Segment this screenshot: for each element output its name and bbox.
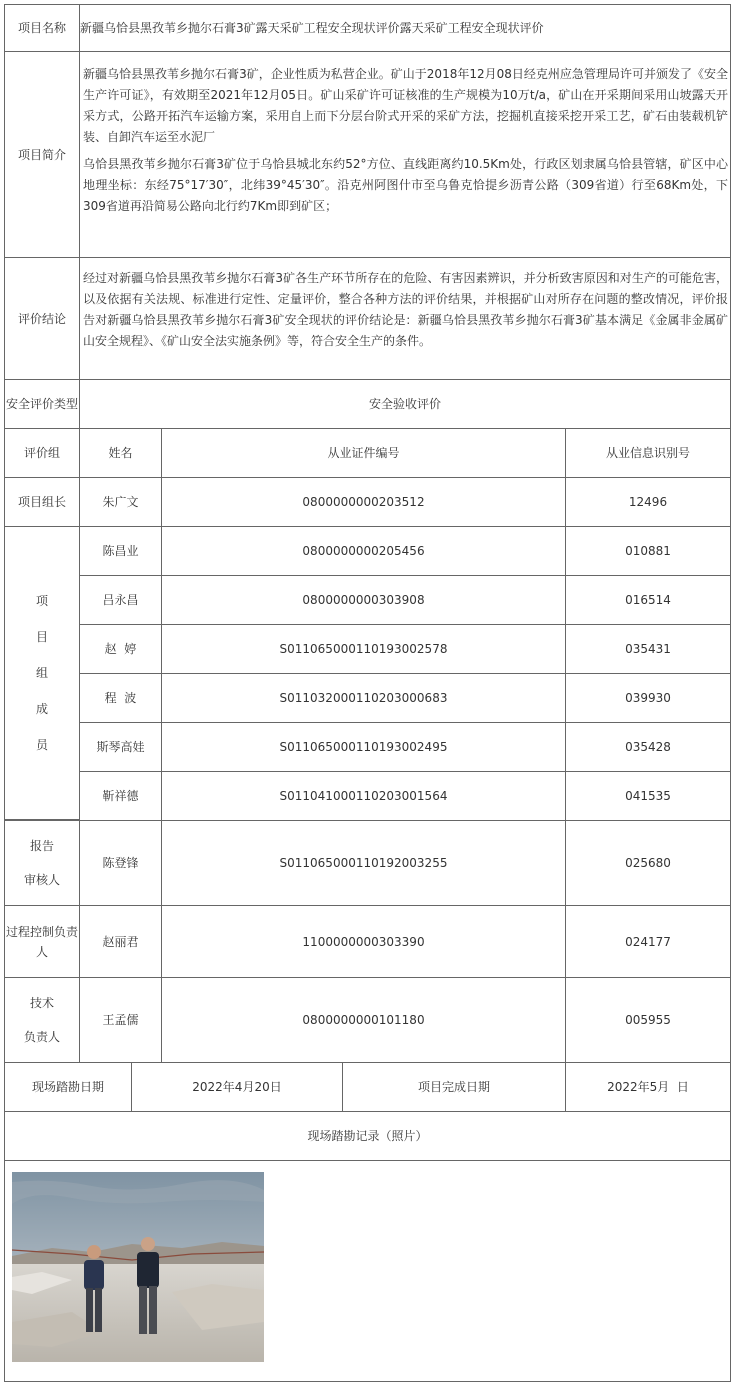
header-group-text: 评价组 bbox=[23, 446, 60, 460]
conclusion-text: 经过对新疆乌恰县黑孜苇乡抛尔石膏3矿各生产环节所存在的危险、有害因素辨识，并分析致害原因和对生产的可能危害，以及依据有关法规、标准进行定性、定量评价，整合各种方法的评价结果，并根据矿山对所存在问题的整改情况，评价报告对新疆乌恰县黑孜苇乡抛尔石膏3矿安全现状的评价结论是：新疆乌恰县黑孜苇乡抛尔石膏3矿基本满足《金属非金属矿山安全规程》、《矿山安全法实施条例》等，符合安全生产的条件。 bbox=[83, 271, 728, 348]
intro-paragraph-1: 新疆乌恰县黑孜苇乡抛尔石膏3矿，企业性质为私营企业。矿山于2018年12月08日经克州应急管理局许可并颁发了《安全生产许可证》，有效期至2021年12月05日。矿山采矿许可证核准的生产规模为10万t/a，矿山在开采期间采用山坡露天开采方式，公路开拓汽车运输方案，采用自上而下分层台阶式开采的采矿方法，挖掘机直接采挖开采工艺，矿石由装载机铲装、自卸汽车运至水泥厂 bbox=[83, 67, 728, 144]
reviewer-cert-text: S011065000110192003255 bbox=[279, 856, 448, 870]
member-id bbox=[565, 575, 731, 625]
member-id bbox=[565, 526, 731, 576]
done-date-label-text: 项目完成日期 bbox=[417, 1080, 490, 1094]
header-name bbox=[79, 428, 162, 478]
process-id-text: 024177 bbox=[625, 934, 671, 949]
leader-id bbox=[565, 477, 731, 527]
process-cert-text: 1100000000303390 bbox=[302, 934, 425, 949]
leader-id-text: 12496 bbox=[628, 495, 668, 509]
eval-type-text: 安全验收评价 bbox=[368, 397, 441, 411]
reviewer-label-line: 审核人 bbox=[23, 873, 60, 887]
member-id bbox=[565, 624, 731, 674]
eval-type-label bbox=[4, 379, 80, 429]
done-date-value-text: 2022年5月 日 bbox=[607, 1080, 689, 1094]
member-name-text: 靳祥德 bbox=[102, 789, 139, 803]
tech-name-text: 王孟儒 bbox=[102, 1013, 139, 1027]
eval-type-label-text: 安全评价类型 bbox=[5, 397, 78, 411]
member-name bbox=[79, 722, 162, 772]
member-cert-text: S011032000110203000683 bbox=[279, 691, 448, 705]
members-label bbox=[4, 526, 80, 820]
leader-cert bbox=[161, 477, 566, 527]
project-intro-label bbox=[4, 51, 80, 258]
site-photo-illustration bbox=[12, 1172, 264, 1362]
reviewer-id bbox=[565, 820, 731, 906]
member-cert-text: S011065000110193002495 bbox=[279, 740, 448, 754]
process-cert bbox=[161, 905, 566, 978]
reviewer-name-text: 陈登锋 bbox=[102, 856, 139, 870]
member-cert bbox=[161, 722, 566, 772]
members-label-char: 员 bbox=[35, 738, 48, 752]
member-id-text: 041535 bbox=[625, 789, 671, 803]
site-survey-photo bbox=[12, 1172, 264, 1362]
header-id-text: 从业信息识别号 bbox=[605, 446, 690, 460]
reviewer-cert bbox=[161, 820, 566, 906]
member-cert bbox=[161, 575, 566, 625]
header-group bbox=[4, 428, 80, 478]
tech-id bbox=[565, 977, 731, 1063]
member-cert-text: S011065000110193002578 bbox=[279, 642, 448, 656]
header-name-text: 姓名 bbox=[108, 446, 133, 460]
members-label-char: 成 bbox=[35, 702, 48, 716]
reviewer-label-line: 报告 bbox=[29, 839, 54, 853]
reviewer-id-text: 025680 bbox=[625, 856, 671, 870]
member-cert-text: S011041000110203001564 bbox=[279, 789, 448, 803]
conclusion-content bbox=[79, 257, 731, 380]
member-cert-text: 0800000000205456 bbox=[302, 544, 425, 558]
tech-cert bbox=[161, 977, 566, 1063]
member-id-text: 016514 bbox=[625, 593, 671, 607]
survey-date-label bbox=[4, 1062, 132, 1112]
tech-name bbox=[79, 977, 162, 1063]
tech-id-text: 005955 bbox=[625, 1013, 671, 1027]
record-label bbox=[4, 1111, 731, 1161]
member-id-text: 035431 bbox=[625, 642, 671, 656]
header-cert-text: 从业证件编号 bbox=[327, 446, 400, 460]
leader-label bbox=[4, 477, 80, 527]
tech-label-line: 技术 bbox=[29, 996, 54, 1010]
project-name-text: 新疆乌恰县黑孜苇乡抛尔石膏3矿露天采矿工程安全现状评价露天采矿工程安全现状评价 bbox=[80, 21, 544, 35]
member-cert bbox=[161, 771, 566, 821]
member-name-text: 斯琴高娃 bbox=[96, 740, 145, 754]
leader-label-text: 项目组长 bbox=[17, 495, 66, 509]
member-name-text: 赵 婷 bbox=[104, 642, 137, 656]
member-name-text: 陈昌业 bbox=[102, 544, 139, 558]
leader-name-text: 朱广文 bbox=[102, 495, 139, 509]
survey-date-value bbox=[131, 1062, 343, 1112]
tech-cert-text: 0800000000101180 bbox=[302, 1013, 425, 1027]
members-label-char: 项 bbox=[35, 594, 48, 608]
members-label-char: 目 bbox=[35, 630, 48, 644]
project-name-value bbox=[79, 4, 731, 52]
leader-cert-text: 0800000000203512 bbox=[302, 495, 425, 509]
project-name-label-text: 项目名称 bbox=[17, 21, 66, 35]
member-name bbox=[79, 673, 162, 723]
members-label-char: 组 bbox=[35, 666, 48, 680]
process-id bbox=[565, 905, 731, 978]
member-id bbox=[565, 722, 731, 772]
process-name-text: 赵丽君 bbox=[102, 934, 139, 949]
conclusion-label-text: 评价结论 bbox=[17, 311, 66, 326]
survey-date-label-text: 现场踏勘日期 bbox=[31, 1080, 104, 1094]
member-cert-text: 0800000000303908 bbox=[302, 593, 425, 607]
member-cert bbox=[161, 526, 566, 576]
tech-label bbox=[4, 977, 80, 1063]
member-cert bbox=[161, 673, 566, 723]
member-id-text: 035428 bbox=[625, 740, 671, 754]
conclusion-label bbox=[4, 257, 80, 380]
member-name-text: 程 波 bbox=[104, 691, 137, 705]
record-label-text: 现场踏勘记录（照片） bbox=[307, 1129, 428, 1143]
member-name bbox=[79, 624, 162, 674]
intro-paragraph-2: 乌恰县黑孜苇乡抛尔石膏3矿位于乌恰县城北东约52°方位、直线距离约10.5Km处，行政区划隶属乌恰县管辖，矿区中心地理坐标：东经75°17′30″，北纬39°45′30″。沿克州阿图什市至乌鲁克恰提乡沥青公路（309省道）行至68Km处，下309省道再沿简易公路向北行约7Km即到矿区； bbox=[83, 157, 728, 213]
project-intro-content bbox=[79, 51, 731, 258]
member-id bbox=[565, 771, 731, 821]
done-date-label bbox=[342, 1062, 566, 1112]
member-name bbox=[79, 771, 162, 821]
header-id bbox=[565, 428, 731, 478]
project-name-label bbox=[4, 4, 80, 52]
survey-date-value-text: 2022年4月20日 bbox=[192, 1080, 282, 1094]
member-cert bbox=[161, 624, 566, 674]
member-name-text: 吕永昌 bbox=[102, 593, 139, 607]
leader-name bbox=[79, 477, 162, 527]
project-intro-label-text: 项目简介 bbox=[17, 147, 66, 162]
tech-label-line: 负责人 bbox=[23, 1030, 60, 1044]
member-name bbox=[79, 526, 162, 576]
eval-type-value bbox=[79, 379, 731, 429]
member-name bbox=[79, 575, 162, 625]
header-cert bbox=[161, 428, 566, 478]
process-label bbox=[4, 905, 80, 978]
member-id-text: 039930 bbox=[625, 691, 671, 705]
member-id bbox=[565, 673, 731, 723]
reviewer-label bbox=[4, 820, 80, 906]
process-label-text: 过程控制负责人 bbox=[5, 924, 78, 959]
done-date-value bbox=[565, 1062, 731, 1112]
process-name bbox=[79, 905, 162, 978]
reviewer-name bbox=[79, 820, 162, 906]
member-id-text: 010881 bbox=[625, 544, 671, 558]
